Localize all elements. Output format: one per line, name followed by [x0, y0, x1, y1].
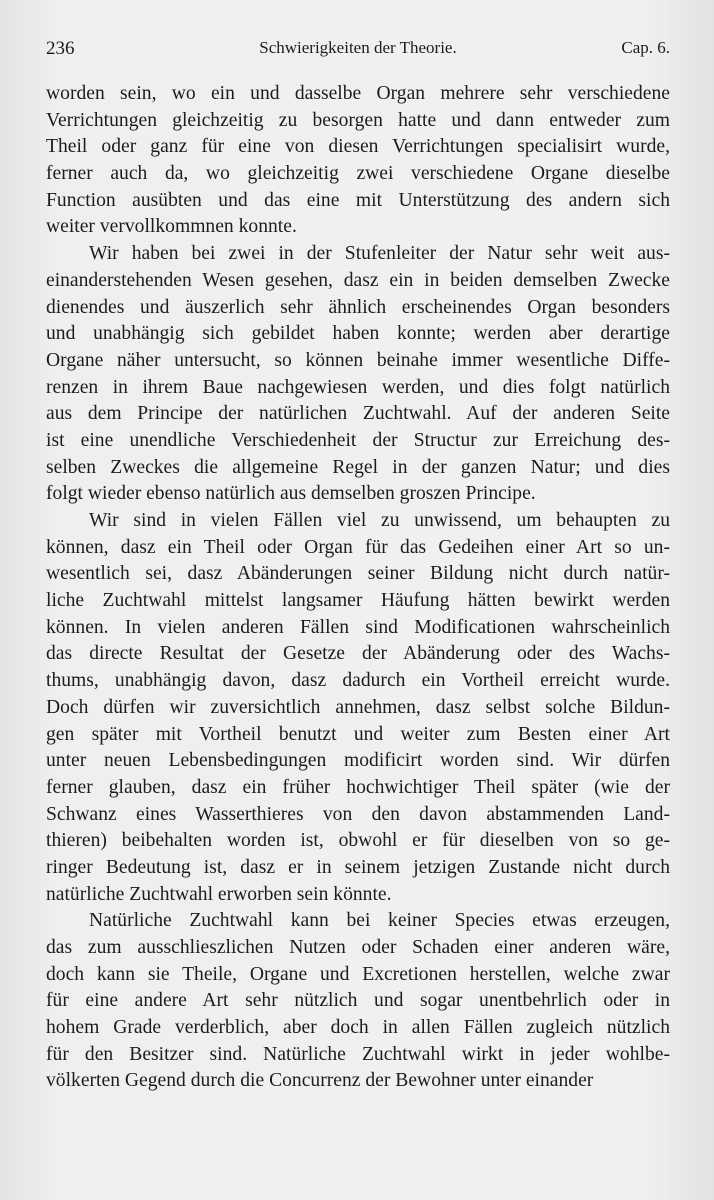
text-line: ringer Bedeutung ist, dasz er in seinem jetzigen Zustande nicht durch — [46, 856, 670, 878]
text-line: gen später mit Vortheil benutzt und weiter zum Besten einer Art — [46, 723, 670, 745]
text-line: Organe näher untersucht, so können beinahe immer wesentliche Diffe- — [46, 349, 670, 371]
text-line: ist eine unendliche Verschiedenheit der Structur zur Erreichung des- — [46, 429, 670, 451]
text-line: liche Zuchtwahl mittelst langsamer Häufung hätten bewirkt werden — [46, 590, 670, 612]
text-line: renzen in ihrem Baue nachgewiesen werden, und dies folgt natürlich — [46, 376, 670, 398]
running-header — [46, 38, 670, 66]
text-line: ferner auch da, wo gleichzeitig zwei verschiedene Organe dieselbe — [46, 163, 670, 185]
text-line: doch kann sie Theile, Organe und Excretionen herstellen, welche zwar — [46, 963, 670, 985]
paragraph — [46, 908, 670, 1095]
text-line: dienendes und äuszerlich sehr ähnlich erscheinendes Organ besonders — [46, 296, 670, 318]
running-title: Schwierigkeiten der Theorie. — [259, 38, 457, 57]
text-line: Schwanz eines Wasserthieres von den davon abstammenden Land- — [46, 803, 670, 825]
text-line: für den Besitzer sind. Natürliche Zuchtwahl wirkt in jeder wohlbe- — [46, 1043, 670, 1065]
page-number: 236 — [46, 38, 75, 59]
text-line: das directe Resultat der Gesetze der Abänderung oder des Wachs- — [46, 643, 670, 665]
text-line: einanderstehenden Wesen gesehen, dasz ein in beiden demselben Zwecke — [46, 269, 670, 291]
text-line: hohem Grade verderblich, aber doch in allen Fällen zugleich nützlich — [46, 1017, 670, 1039]
text-line: natürliche Zuchtwahl erworben sein könnte. — [46, 883, 392, 905]
paragraph — [46, 508, 670, 908]
text-line: weiter vervollkommnen konnte. — [46, 216, 297, 238]
text-line: Natürliche Zuchtwahl kann bei keiner Species etwas erzeugen, — [89, 910, 670, 932]
text-line: und unabhängig sich gebildet haben konnte; werden aber derartige — [46, 323, 670, 345]
text-line: folgt wieder ebenso natürlich aus demselben groszen Principe. — [46, 483, 536, 505]
text-line: wesentlich sei, dasz Abänderungen seiner Bildung nicht durch natür- — [46, 563, 670, 585]
text-line: unter neuen Lebensbedingungen modificirt worden sind. Wir dürfen — [46, 750, 670, 772]
text-line: Function ausübten und das eine mit Unterstützung des andern sich — [46, 189, 670, 211]
text-line: Wir sind in vielen Fällen viel zu unwissend, um behaupten zu — [89, 510, 670, 531]
text-line: für eine andere Art sehr nützlich und sogar unentbehrlich oder in — [46, 990, 670, 1012]
text-line: thieren) beibehalten worden ist, obwohl er für dieselben von so ge- — [46, 830, 670, 852]
paragraph — [46, 81, 670, 241]
text-line: Verrichtungen gleichzeitig zu besorgen hatte und dann entweder zum — [46, 109, 670, 131]
text-line: können. In vielen anderen Fällen sind Modificationen wahrscheinlich — [46, 616, 670, 638]
text-line: thums, unabhängig davon, dasz dadurch ein Vortheil erreicht wurde. — [46, 670, 670, 692]
body-text — [46, 81, 670, 1095]
chapter-label: Cap. 6. — [621, 38, 670, 57]
paragraph — [46, 241, 670, 508]
text-line: können, dasz ein Theil oder Organ für das Gedeihen einer Art so un- — [46, 536, 670, 558]
text-line: Doch dürfen wir zuversichtlich annehmen, dasz selbst solche Bildun- — [46, 696, 670, 718]
text-line: selben Zweckes die allgemeine Regel in der ganzen Natur; und dies — [46, 456, 670, 478]
text-line: aus dem Principe der natürlichen Zuchtwahl. Auf der anderen Seite — [46, 403, 670, 425]
text-line: Theil oder ganz für eine von diesen Verrichtungen specialisirt wurde, — [46, 136, 670, 158]
text-line: worden sein, wo ein und dasselbe Organ mehrere sehr verschiedene — [46, 83, 670, 104]
text-line: ferner glauben, dasz ein früher hochwichtiger Theil später (wie der — [46, 776, 670, 798]
text-line: Wir haben bei zwei in der Stufenleiter der Natur sehr weit aus- — [89, 243, 670, 265]
text-line: das zum ausschlieszlichen Nutzen oder Schaden einer anderen wäre, — [46, 937, 670, 958]
text-line: völkerten Gegend durch die Concurrenz der Bewohner unter einander — [46, 1070, 594, 1092]
